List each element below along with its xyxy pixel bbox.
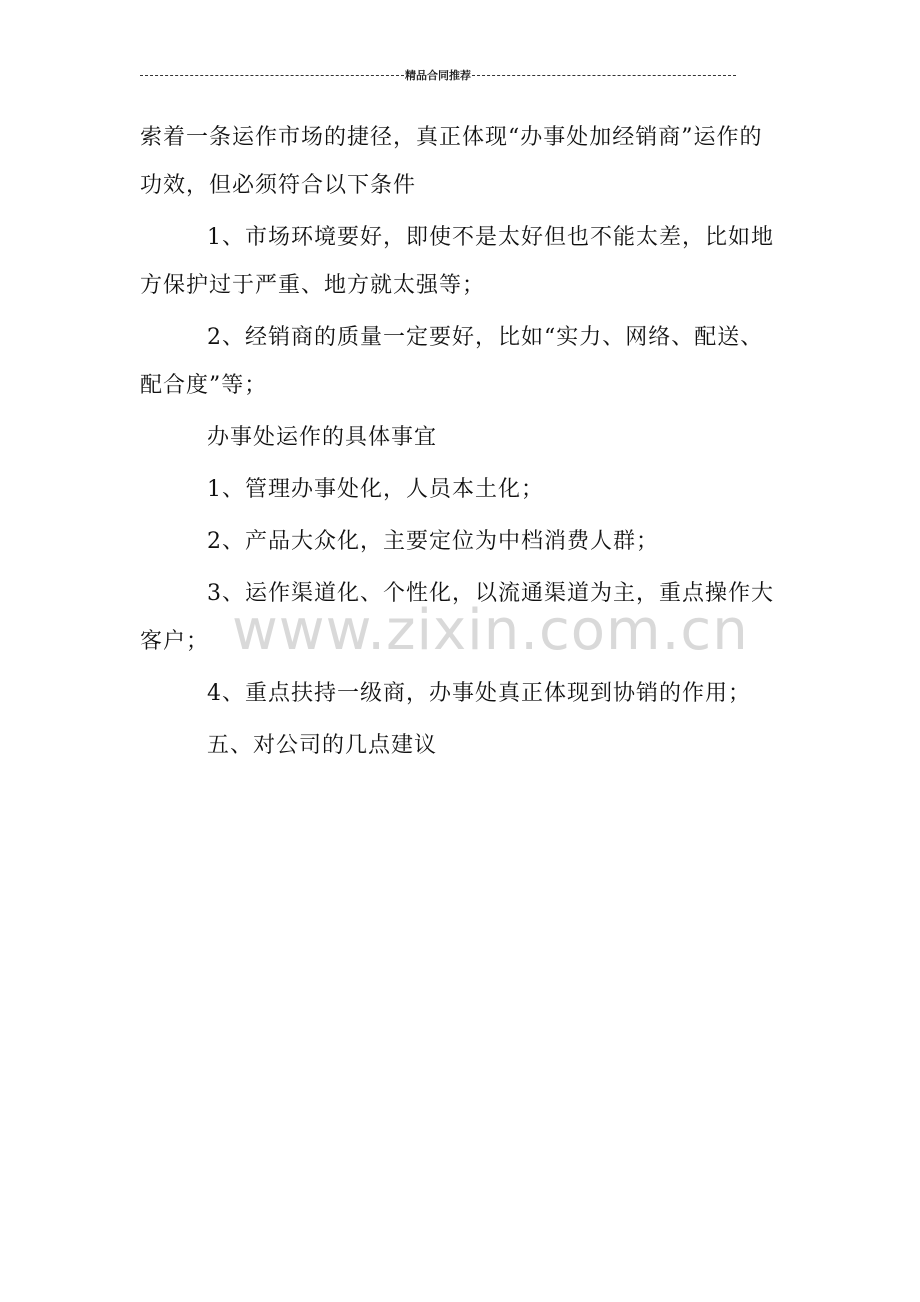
list-item	[140, 518, 786, 566]
text-line: 1、管理办事处化，人员本土化；	[207, 477, 544, 502]
section-heading	[140, 722, 786, 770]
page-header	[140, 66, 736, 84]
list-item	[140, 466, 786, 514]
text-line: 2、产品大众化，主要定位为中档消费人群；	[207, 529, 659, 554]
header-dashes-left	[140, 75, 404, 76]
list-item	[140, 570, 786, 666]
text-line: 1、市场环境要好，即使不是太好但也不能太差，比如地	[207, 225, 774, 250]
text-line: 4、重点扶持一级商，办事处真正体现到协销的作用；	[207, 681, 751, 706]
section-heading	[140, 414, 786, 462]
text-line: 客户；	[140, 629, 210, 654]
paragraph	[140, 314, 786, 410]
header-dashes-right	[472, 75, 736, 76]
text-line: 配合度”等；	[140, 373, 268, 398]
text-line: 五、对公司的几点建议	[207, 733, 438, 758]
text-line: 3、运作渠道化、个性化，以流通渠道为主，重点操作大	[207, 581, 774, 606]
text-line: 功效，但必须符合以下条件	[140, 173, 417, 198]
text-line: 索着一条运作市场的捷径，真正体现“办事处加经销商”运作的	[140, 125, 763, 150]
watermark: www.zixin.com.cn	[232, 598, 749, 663]
text-line: 办事处运作的具体事宜	[207, 425, 438, 450]
text-line: 2、经销商的质量一定要好，比如“实力、网络、配送、	[207, 325, 764, 350]
paragraph	[140, 114, 786, 210]
list-item	[140, 670, 786, 718]
header-label: 精品合同推荐	[405, 69, 471, 82]
paragraph	[140, 214, 786, 310]
text-line: 方保护过于严重、地方就太强等；	[140, 273, 486, 298]
document-body	[140, 114, 786, 770]
